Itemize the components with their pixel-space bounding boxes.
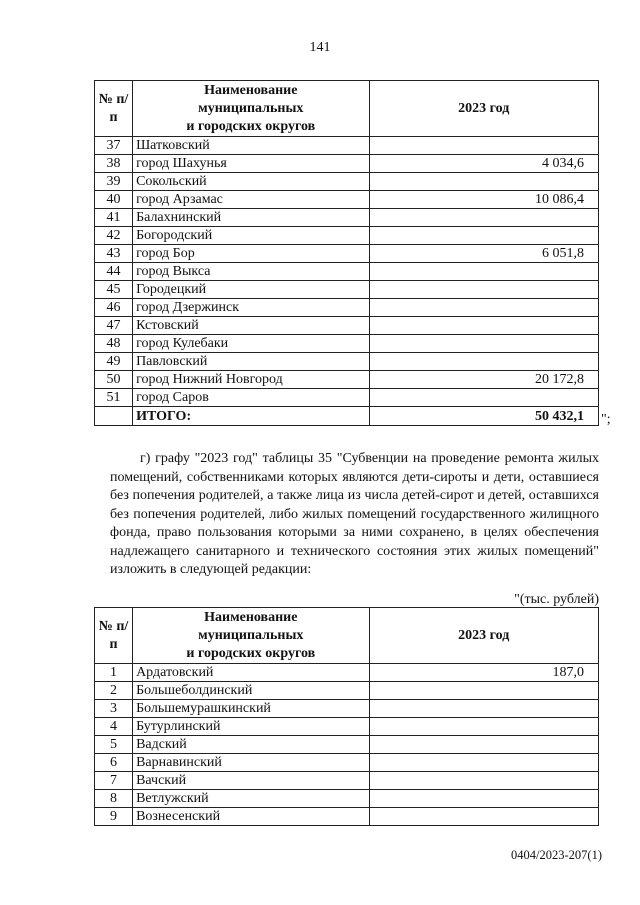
- row-name: Павловский: [133, 353, 369, 371]
- row-number: 38: [95, 155, 133, 173]
- row-number: 51: [95, 389, 133, 407]
- row-number: 45: [95, 281, 133, 299]
- row-number: 39: [95, 173, 133, 191]
- table-row: [95, 227, 599, 245]
- row-number: 3: [95, 700, 133, 718]
- page-number: 141: [309, 40, 331, 55]
- row-name: город Бор: [133, 245, 369, 263]
- header-name-line3: и городских округов: [186, 118, 316, 134]
- row-value: [369, 736, 598, 754]
- closing-quote: ";: [601, 412, 611, 427]
- table-row: [95, 772, 599, 790]
- table-row: [95, 245, 599, 263]
- header-name: [133, 608, 369, 664]
- row-number: 49: [95, 353, 133, 371]
- table-row: [95, 137, 599, 155]
- row-number: 46: [95, 299, 133, 317]
- table-row: [95, 736, 599, 754]
- table2-body: [95, 664, 599, 826]
- table-row: [95, 335, 599, 353]
- row-number: 43: [95, 245, 133, 263]
- row-number: 41: [95, 209, 133, 227]
- row-number: 9: [95, 808, 133, 826]
- row-value: [369, 772, 598, 790]
- amendment-paragraph: г) графу "2023 год" таблицы 35 "Субвенции на проведение ремонта жилых помещений, собственниками которых являются дети-сироты и дети, оставшиеся без попечения родителей, а также лица из числа детей-сирот и детей, оставшихся без попечения родителей, либо жилых помещений государственного жилищного фонда, право пользования которыми за ними сохранено, в целях обеспечения надлежащего санитарного и технического состояния этих жилых помещений" изложить в следующей редакции:: [110, 451, 599, 577]
- total-value: 50 432,1: [369, 407, 598, 426]
- row-name: Большемурашкинский: [133, 700, 369, 718]
- row-value: 10 086,4: [369, 191, 598, 209]
- table1-body: [95, 137, 599, 426]
- row-name: Городецкий: [133, 281, 369, 299]
- row-number: 47: [95, 317, 133, 335]
- header-name-line1: Наименование: [204, 82, 298, 98]
- table-row: [95, 281, 599, 299]
- table-row: [95, 263, 599, 281]
- table-row: [95, 209, 599, 227]
- row-value: [369, 682, 598, 700]
- row-name: город Саров: [133, 389, 369, 407]
- row-number: 44: [95, 263, 133, 281]
- row-number: 50: [95, 371, 133, 389]
- table-row: [95, 173, 599, 191]
- table-row: [95, 808, 599, 826]
- header-name: [133, 81, 369, 137]
- row-number: 2: [95, 682, 133, 700]
- row-name: Ардатовский: [133, 664, 369, 682]
- document-number: 0404/2023-207(1): [511, 848, 602, 862]
- row-value: [369, 335, 598, 353]
- row-name: город Дзержинск: [133, 299, 369, 317]
- row-value: [369, 389, 598, 407]
- table-row: [95, 718, 599, 736]
- row-value: [369, 700, 598, 718]
- table-row: [95, 353, 599, 371]
- row-value: [369, 754, 598, 772]
- table-row: [95, 700, 599, 718]
- table-row: [95, 389, 599, 407]
- table-row: [95, 191, 599, 209]
- row-value: 6 051,8: [369, 245, 598, 263]
- row-name: Вачский: [133, 772, 369, 790]
- table-subsidies-part2: [94, 607, 599, 826]
- header-name-line3: и городских округов: [186, 645, 316, 661]
- row-name: Варнавинский: [133, 754, 369, 772]
- row-name: Кстовский: [133, 317, 369, 335]
- row-value: [369, 281, 598, 299]
- row-name: город Выкса: [133, 263, 369, 281]
- row-name: Шатковский: [133, 137, 369, 155]
- row-name: Бутурлинский: [133, 718, 369, 736]
- row-value: [369, 137, 598, 155]
- row-number: 5: [95, 736, 133, 754]
- row-number: 4: [95, 718, 133, 736]
- row-value: [369, 173, 598, 191]
- header-name-line1: Наименование: [204, 609, 298, 625]
- row-name: город Шахунья: [133, 155, 369, 173]
- row-name: Сокольский: [133, 173, 369, 191]
- row-number: 1: [95, 664, 133, 682]
- row-name: Вознесенский: [133, 808, 369, 826]
- row-name: Вадский: [133, 736, 369, 754]
- row-name: город Кулебаки: [133, 335, 369, 353]
- table-row: [95, 790, 599, 808]
- header-num: № п/п: [95, 608, 133, 664]
- header-name-line2: муниципальных: [198, 100, 304, 116]
- table-subsidies-part1: [94, 80, 599, 426]
- row-number: 48: [95, 335, 133, 353]
- row-value: [369, 263, 598, 281]
- header-year: 2023 год: [369, 81, 598, 137]
- row-value: [369, 299, 598, 317]
- row-number: 37: [95, 137, 133, 155]
- table-row: [95, 155, 599, 173]
- table-row: [95, 754, 599, 772]
- row-name: Балахнинский: [133, 209, 369, 227]
- table-row: [95, 664, 599, 682]
- row-number: 40: [95, 191, 133, 209]
- header-num: № п/п: [95, 81, 133, 137]
- row-value: [369, 209, 598, 227]
- row-value: [369, 808, 598, 826]
- units-label: "(тыс. рублей): [514, 592, 599, 607]
- row-value: [369, 317, 598, 335]
- row-value: [369, 227, 598, 245]
- total-num-cell: [95, 407, 133, 426]
- row-number: 42: [95, 227, 133, 245]
- row-number: 7: [95, 772, 133, 790]
- table-row: [95, 299, 599, 317]
- row-value: 187,0: [369, 664, 598, 682]
- row-name: Богородский: [133, 227, 369, 245]
- row-value: 4 034,6: [369, 155, 598, 173]
- row-value: [369, 718, 598, 736]
- row-name: Большеболдинский: [133, 682, 369, 700]
- row-value: [369, 353, 598, 371]
- row-name: город Арзамас: [133, 191, 369, 209]
- row-number: 6: [95, 754, 133, 772]
- total-row: [95, 407, 599, 426]
- total-label: ИТОГО:: [133, 407, 369, 426]
- row-name: город Нижний Новгород: [133, 371, 369, 389]
- row-value: [369, 790, 598, 808]
- row-name: Ветлужский: [133, 790, 369, 808]
- table-row: [95, 682, 599, 700]
- row-value: 20 172,8: [369, 371, 598, 389]
- header-name-line2: муниципальных: [198, 627, 304, 643]
- row-number: 8: [95, 790, 133, 808]
- header-year: 2023 год: [369, 608, 598, 664]
- table-row: [95, 371, 599, 389]
- table-row: [95, 317, 599, 335]
